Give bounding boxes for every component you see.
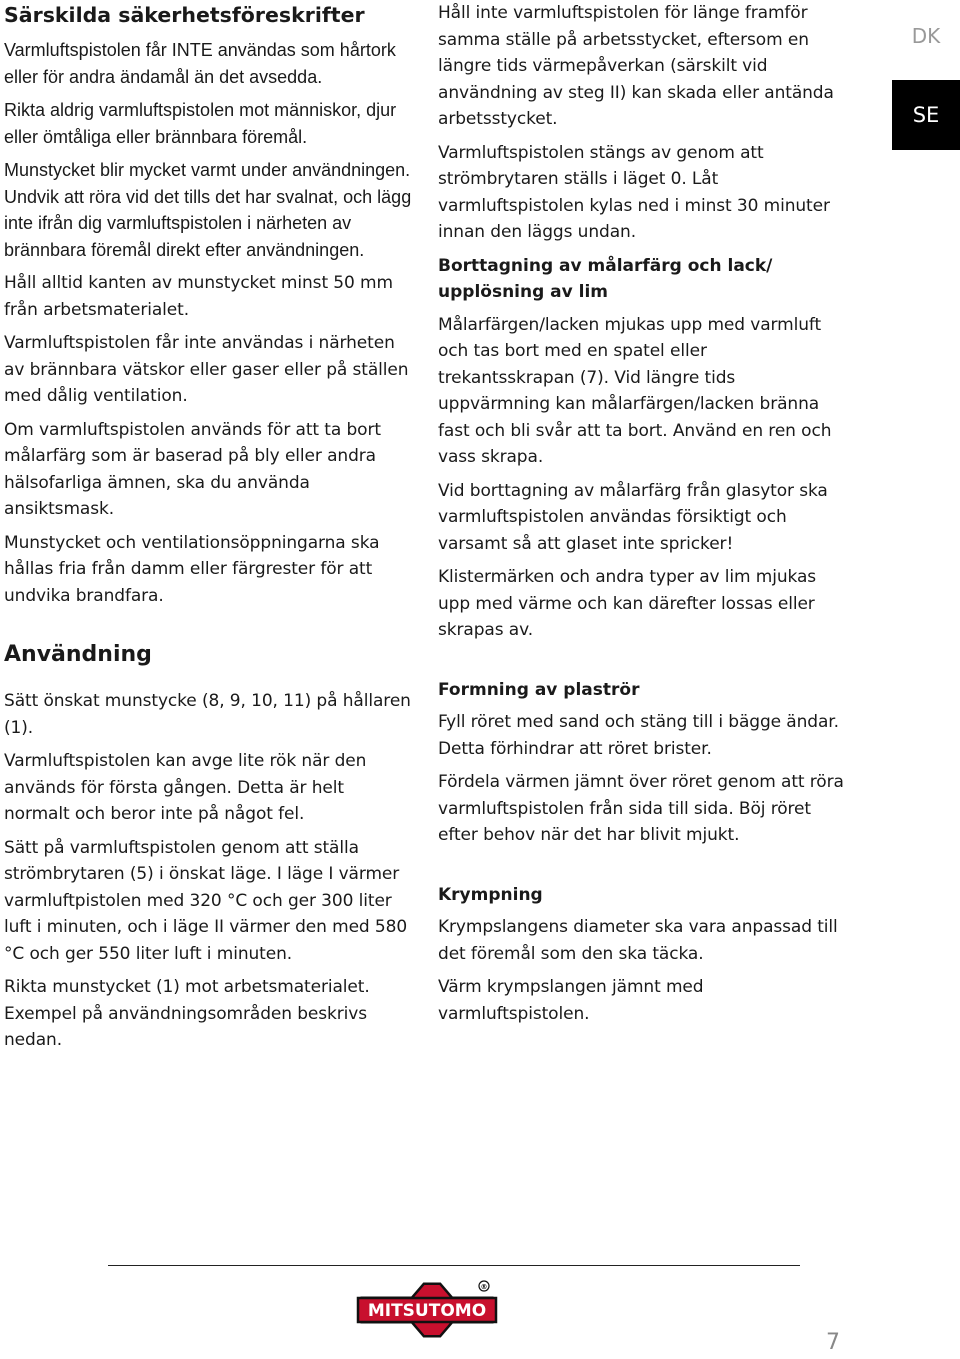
footer-divider	[108, 1265, 800, 1266]
section-title: Särskilda säkerhetsföreskrifter	[4, 3, 365, 27]
paragraph: Håll inte varmluftspistolen för länge framför samma ställe på arbetsstycket, eftersom en längre tids värmepåverkan (särskilt vid användning av steg II) kan skada eller antända arbetsstycket.	[438, 3, 834, 129]
paragraph: Rikta aldrig varmluftspistolen mot människor, djur eller ömtåliga eller brännbara föremål.	[4, 100, 397, 147]
paragraph: Sätt på varmluftspistolen genom att ställa strömbrytaren (5) i önskat läge. I läge I värmer varmluftpistolen med 320 °C och ger 300 liter luft i minuten, och i läge II värmer den med 580 °C och ger 550 liter luft i minuten.	[4, 837, 408, 964]
paragraph: Målarfärgen/lacken mjukas upp med varmluft och tas bort med en spatel eller trekantsskrapan (7). Vid längre tids uppvärmning kan målarfärgen/lacken bränna fast och bli svår att ta bort. Använd en ren och vass skrapa.	[438, 314, 832, 467]
page-number: 7	[826, 1330, 840, 1355]
left-column	[4, 0, 414, 1061]
paragraph: Krympslangens diameter ska vara anpassad till det föremål som den ska täcka.	[438, 917, 838, 964]
paragraph: Varmluftspistolen får inte användas i närheten av brännbara vätskor eller gaser eller på ställen med dålig ventilation.	[4, 333, 409, 406]
paragraph: Håll alltid kanten av munstycket minst 50 mm från arbetsmaterialet.	[4, 273, 393, 320]
paragraph: Rikta munstycket (1) mot arbetsmaterialet. Exempel på användningsområden beskrivs nedan.	[4, 977, 370, 1050]
shrinking-heading: Krympning	[438, 884, 543, 905]
paragraph: Klistermärken och andra typer av lim mjukas upp med värme och kan därefter lossas eller skrapas av.	[438, 567, 817, 640]
paragraph: Vid borttagning av målarfärg från glasytor ska varmluftspistolen användas försiktigt och varsamt så att glaset inte spricker!	[438, 480, 828, 554]
paragraph: Värm krympslangen jämnt med varmluftspistolen.	[438, 977, 704, 1024]
paint-removal-heading: Borttagning av målarfärg och lack/ upplösning av lim	[438, 255, 773, 302]
mitsutomo-logo	[352, 1280, 502, 1355]
right-column	[438, 0, 848, 1034]
paragraph: Fördela värmen jämnt över röret genom att röra varmluftspistolen från sida till sida. Böj röret efter behov när det har blivit mjukt.	[438, 772, 844, 845]
paragraph: Om varmluftspistolen används för att ta bort målarfärg som är baserad på bly eller andra hälsofarliga ämnen, ska du använda ansiktsmask.	[4, 419, 381, 519]
paragraph: Varmluftspistolen får INTE användas som hårtork eller för andra ändamål än det avsedda.	[4, 40, 396, 87]
usage-heading: Användning	[4, 642, 152, 667]
pipe-forming-heading: Formning av plaströr	[438, 679, 640, 700]
paragraph: Varmluftspistolen stängs av genom att strömbrytaren ställs i läget 0. Låt varmluftspistolen kylas ned i minst 30 minuter innan den läggs undan.	[438, 142, 830, 242]
paragraph: Fyll röret med sand och stäng till i bägge ändar. Detta förhindrar att röret brister.	[438, 712, 839, 759]
logo-wordmark: MITSUTOMO	[367, 1301, 487, 1321]
language-tab-dk[interactable]: DK	[911, 24, 941, 48]
paragraph: Varmluftspistolen kan avge lite rök när den används för första gången. Detta är helt normalt och beror inte på något fel.	[4, 751, 367, 824]
paragraph: Sätt önskat munstycke (8, 9, 10, 11) på hållaren (1).	[4, 691, 411, 738]
registered-mark: ®	[480, 1283, 488, 1291]
brand-logo	[352, 1280, 502, 1359]
paragraph: Munstycket blir mycket varmt under användningen. Undvik att röra vid det tills det har svalnat, och lägg inte ifrån dig varmluftspistolen i närheten av brännbara föremål direkt efter användningen.	[4, 160, 412, 260]
paragraph: Munstycket och ventilationsöppningarna ska hållas fria från damm eller färgrester för att undvika brandfara.	[4, 532, 380, 606]
language-tab-se[interactable]: SE	[892, 80, 960, 150]
